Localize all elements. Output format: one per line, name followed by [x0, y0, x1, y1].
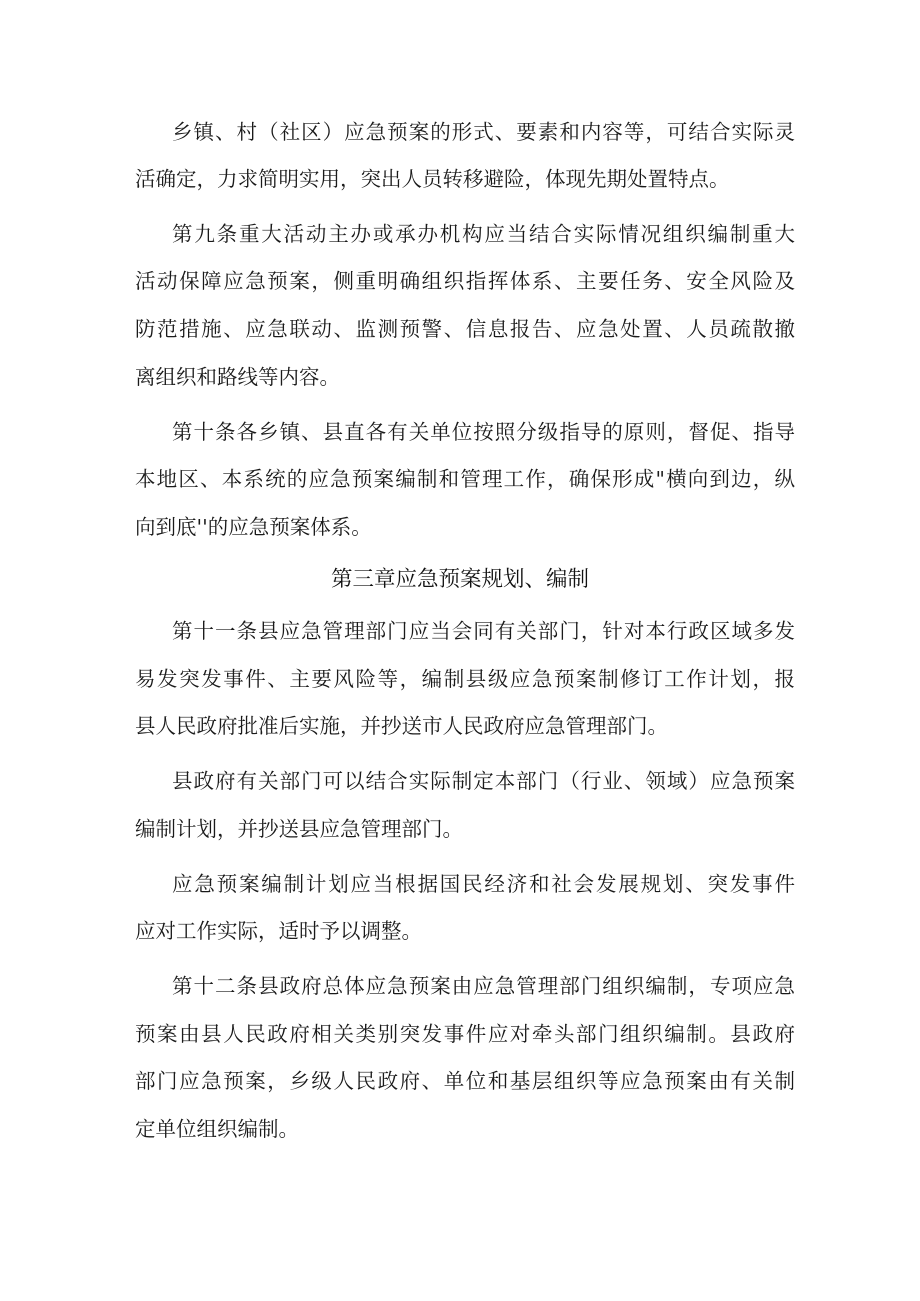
- paragraph-1-line-2: 活确定，力求简明实用，突出人员转移避险，体现先期处置特点。: [135, 167, 730, 191]
- paragraph-3-line-3: 向到底''的应急预案体系。: [135, 515, 372, 539]
- paragraph-2-line-4: 离组织和路线等内容。: [135, 365, 340, 389]
- paragraph-4-line-1: 第十一条县应急管理部门应当会同有关部门，针对本行政区域多发: [172, 619, 795, 643]
- paragraph-5-line-1: 县政府有关部门可以结合实际制定本部门（行业、领域）应急预案: [172, 769, 795, 793]
- paragraph-4-line-2: 易发突发事件、主要风险等，编制县级应急预案制修订工作计划，报: [135, 667, 795, 691]
- paragraph-5-line-2: 编制计划，并抄送县应急管理部门。: [135, 817, 463, 841]
- paragraph-3-line-2: 本地区、本系统的应急预案编制和管理工作，确保形成"横向到边，纵: [135, 467, 795, 491]
- paragraph-2-line-2: 活动保障应急预案，侧重明确组织指挥体系、主要任务、安全风险及: [135, 269, 795, 293]
- paragraph-7-line-3: 部门应急预案，乡级人民政府、单位和基层组织等应急预案由有关制: [135, 1069, 795, 1093]
- paragraph-2-line-3: 防范措施、应急联动、监测预警、信息报告、应急处置、人员疏散撤: [135, 317, 795, 341]
- chapter-heading: 第三章应急预案规划、编制: [330, 567, 589, 592]
- paragraph-3-line-1: 第十条各乡镇、县直各有关单位按照分级指导的原则，督促、指导: [172, 420, 795, 444]
- paragraph-1-line-1: 乡镇、村（社区）应急预案的形式、要素和内容等，可结合实际灵: [172, 120, 795, 144]
- paragraph-7-line-2: 预案由县人民政府相关类别突发事件应对牵头部门组织编制。县政府: [135, 1022, 795, 1046]
- paragraph-7-line-4: 定单位组织编制。: [135, 1117, 299, 1141]
- paragraph-2-line-1: 第九条重大活动主办或承办机构应当结合实际情况组织编制重大: [172, 222, 795, 246]
- paragraph-6-line-2: 应对工作实际，适时予以调整。: [135, 919, 422, 943]
- paragraph-7-line-1: 第十二条县政府总体应急预案由应急管理部门组织编制，专项应急: [172, 974, 795, 998]
- paragraph-4-line-3: 县人民政府批准后实施，并抄送市人民政府应急管理部门。: [135, 714, 668, 738]
- paragraph-6-line-1: 应急预案编制计划应当根据国民经济和社会发展规划、突发事件: [172, 872, 795, 896]
